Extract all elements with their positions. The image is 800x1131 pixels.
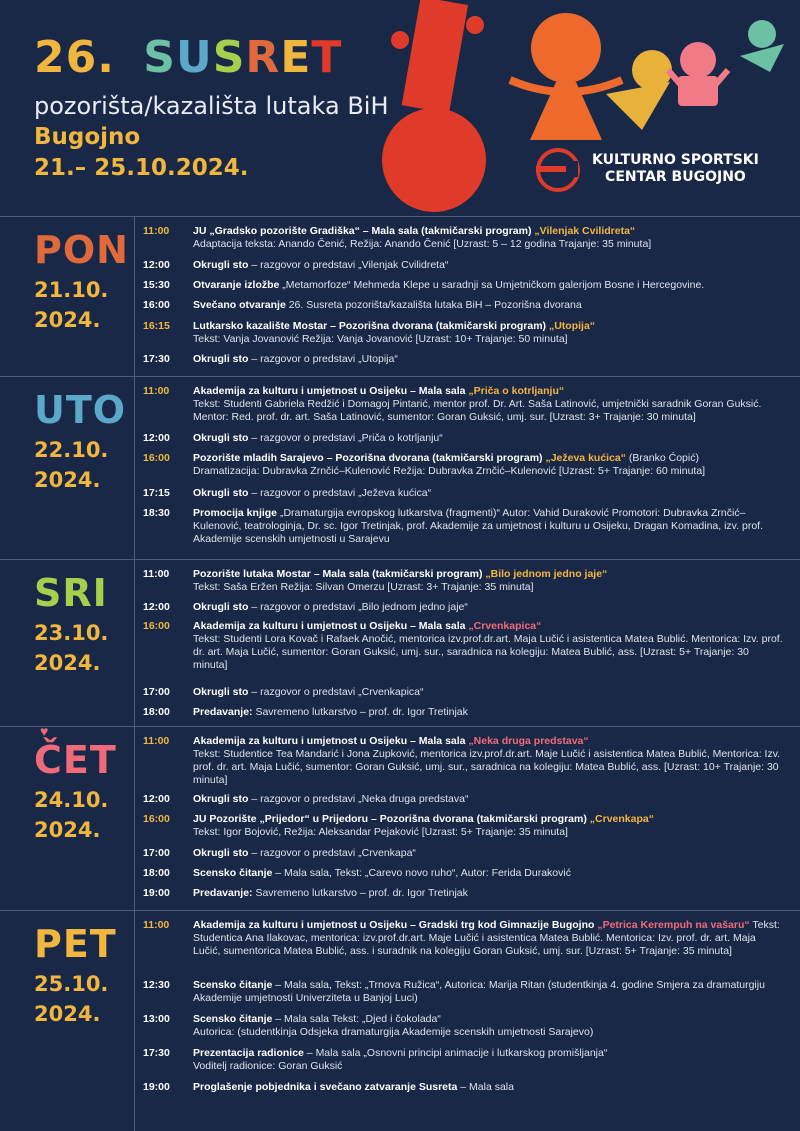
event-title: Predavanje: xyxy=(193,887,253,899)
event-description xyxy=(193,279,783,292)
event-description xyxy=(193,452,783,478)
center-name xyxy=(592,152,759,186)
event-text: Tekst: Studentica Ana Ilakovac, mentorica: izv.prof.dr.art. Maje Lučić i asistentica Matea Bublić. Mentorica: Izv. prof. dr. art. Maja Lučić, sumentorica Matea Bublić, ass. i suradnik na kolegiju Goran Guksić, umj. sur. [Uzrast: 5+ Trajanje: 35 minuta] xyxy=(193,919,780,957)
event-description xyxy=(193,735,783,787)
event-description xyxy=(193,320,783,346)
column-divider xyxy=(134,911,135,1131)
heart-icon: ♥ xyxy=(40,723,49,739)
event-title: Scensko čitanje xyxy=(193,1013,273,1025)
event-title: JU „Gradsko pozorište Gradiška“ – Mala sala (takmičarski program) xyxy=(193,225,535,237)
event-description xyxy=(193,813,783,839)
day-year: 2024. xyxy=(34,651,101,675)
event-time: 16:00 xyxy=(143,452,170,464)
event-text: – Mala sala „Osnovni principi animacije i lutkarskog promišljanja“ xyxy=(303,1047,608,1059)
event-time: 16:00 xyxy=(143,620,170,632)
event-text: – razgovor o predstavi „Crvenkapa“ xyxy=(248,847,416,859)
event-text: – razgovor o predstavi „Priča o kotrljanju“ xyxy=(248,432,443,444)
event-description xyxy=(193,979,783,1005)
event-title: Svečano otvaranje xyxy=(193,299,286,311)
event-description xyxy=(193,353,783,366)
event-description xyxy=(193,1047,783,1073)
event-time: 17:00 xyxy=(143,686,170,698)
event-description xyxy=(193,919,783,958)
day-year: 2024. xyxy=(34,818,101,842)
title-letter: T xyxy=(311,32,343,83)
event-title: Okrugli sto xyxy=(193,601,249,613)
event-details: Dramatizacija: Dubravka Zrnčić–Kulenović Režija: Dubravka Zrnčić–Kulenović [Uzrast: 5+ Trajanje: 60 minuta] xyxy=(193,465,706,477)
center-name-line2: CENTAR BUGOJNO xyxy=(605,169,746,185)
column-divider xyxy=(134,727,135,911)
event-title: Okrugli sto xyxy=(193,487,249,499)
show-title: „Utopija“ xyxy=(548,320,596,332)
event-description xyxy=(193,620,783,672)
event-time: 16:00 xyxy=(143,299,170,311)
event-details: Tekst: Studenti Lora Kovač i Rafaek Anočić, mentorica izv.prof.dr.art. Maja Lučić i asistentica Matea Bublić. Mentorica: Izv. prof. dr. art. Maja Lučić, sumentor: Goran Guksić, umj. sur., saradnica na kolegiju: Matea Bublić, ass. [Uzrast: 5+ Trajanje: 30 minuta] xyxy=(193,633,783,671)
event-description xyxy=(193,601,783,614)
day-name: PON xyxy=(34,228,129,272)
event-details: Adaptacija teksta: Anando Čenić, Režija: Anando Čenić [Uzrast: 5 – 12 godina Trajanje: 35 minuta] xyxy=(193,238,652,250)
event-text: Savremeno lutkarstvo – prof. dr. Igor Tretinjak xyxy=(252,887,468,899)
event-text: – Mala sala xyxy=(457,1081,514,1093)
day-section xyxy=(0,910,800,1131)
day-section xyxy=(0,216,800,376)
event-description xyxy=(193,686,783,699)
event-title: JU Pozorište „Prijedor“ u Prijedoru – Pozorišna dvorana (takmičarski program) xyxy=(193,813,590,825)
day-name: ČET xyxy=(34,738,117,782)
festival-subtitle: pozorišta/kazališta lutaka BiH xyxy=(34,92,389,120)
event-time: 17:30 xyxy=(143,1047,170,1059)
event-details: Tekst: Igor Bojović, Režija: Aleksandar Pejaković [Uzrast: 5+ Trajanje: 35 minuta] xyxy=(193,826,568,838)
event-description xyxy=(193,385,783,424)
event-title: Prezentacija radionice xyxy=(193,1047,304,1059)
event-title: Lutkarsko kazalište Mostar – Pozorišna dvorana (takmičarski program) xyxy=(193,320,549,332)
column-divider xyxy=(134,217,135,377)
event-description xyxy=(193,793,783,806)
event-time: 12:00 xyxy=(143,259,170,271)
event-description xyxy=(193,1013,783,1039)
event-title: Scensko čitanje xyxy=(193,979,273,991)
center-name-line1: KULTURNO SPORTSKI xyxy=(592,152,759,168)
day-name: SRI xyxy=(34,571,108,615)
event-description xyxy=(193,867,783,880)
event-time: 12:00 xyxy=(143,601,170,613)
event-text: – razgovor o predstavi „Ježeva kućica“ xyxy=(248,487,432,499)
day-section xyxy=(0,723,800,910)
event-title: Otvaranje izložbe xyxy=(193,279,280,291)
event-title: Okrugli sto xyxy=(193,793,249,805)
title-letter: E xyxy=(280,32,312,83)
event-text: – Mala sala, Tekst: „Carevo novo ruho“, Autor: Ferida Duraković xyxy=(272,867,571,879)
event-title: Proglašenje pobjednika i svečano zatvaranje Susreta xyxy=(193,1081,458,1093)
event-time: 18:30 xyxy=(143,507,170,519)
event-time: 17:30 xyxy=(143,353,170,365)
event-text: – Mala sala Tekst: „Djed i čokolada“ xyxy=(272,1013,441,1025)
center-logo-icon xyxy=(532,147,584,193)
event-description xyxy=(193,259,783,272)
event-text: – razgovor o predstavi „Utopija“ xyxy=(248,353,398,365)
show-title: „Crvenkapa“ xyxy=(589,813,654,825)
event-time: 11:00 xyxy=(143,919,170,931)
event-title: Pozorište lutaka Mostar – Mala sala (takmičarski program) xyxy=(193,568,486,580)
day-year: 2024. xyxy=(34,308,101,332)
event-time: 19:00 xyxy=(143,887,170,899)
event-time: 12:30 xyxy=(143,979,170,991)
event-time: 12:00 xyxy=(143,432,170,444)
event-title: Scensko čitanje xyxy=(193,867,273,879)
event-details: Tekst: Studentice Tea Mandarić i Jona Zupković, mentorica izv.prof.dr.art. Maje Lučić i asistentica Matea Bublić, Mentorica: Izv. prof. dr. art. Maja Lučić, sumentor: Goran Guksić, umj. sur., saradnica na kolegiju: Matea Bublić, ass. [Uzrast: 10+ Trajanje: 30 minuta] xyxy=(193,748,781,786)
show-title: „Petrica Kerempuh na vašaru“ xyxy=(597,919,750,931)
event-text: – razgovor o predstavi „Crvenkapica“ xyxy=(248,686,424,698)
event-time: 11:00 xyxy=(143,568,170,580)
event-title: Okrugli sto xyxy=(193,432,249,444)
title-letter: S xyxy=(212,32,246,83)
day-name: PET xyxy=(34,922,117,966)
event-time: 16:15 xyxy=(143,320,170,332)
event-details: Tekst: Saša Eržen Režija: Silvan Omerzu [Uzrast: 3+ Trajanje: 35 minuta] xyxy=(193,581,534,593)
day-name: UTO xyxy=(34,388,127,432)
show-title: „Priča o kotrljanju“ xyxy=(468,385,565,397)
event-text: „Dramaturgija evropskog lutkarstva (fragmenti)“ Autor: Vahid Duraković Promotori: Dubravka Zrnčić–Kulenović, teatrologinja, Dr. sc. Igor Tretinjak, prof. Akademije za umjetnost i kulturu u Osijeku, Dragan Komadina, izv. prof. Akademije scenskih umjetnosti u Sarajevu xyxy=(193,507,763,545)
event-text: 26. Susreta pozorišta/kazališta lutaka BiH – Pozorišna dvorana xyxy=(285,299,582,311)
event-time: 11:00 xyxy=(143,735,170,747)
poster-header xyxy=(0,0,800,214)
title-number: 26. xyxy=(34,32,115,83)
day-section xyxy=(0,559,800,726)
event-time: 11:00 xyxy=(143,385,170,397)
event-details: Tekst: Studenti Gabriela Redžić i Domagoj Pintarić, mentor prof. Dr. Art. Saša Latinović, umjetnički saradnik Goran Guksić. Mentor: Red. prof. dr. art. Saša Latinović, sumentor: Goran Guksić, umj. sur. [Uzrast: 3+ Trajanje: 30 minuta] xyxy=(193,398,762,423)
event-details: Autorica: (studentkinja Odsjeka dramaturgija Akademije scenskih umjetnosti Sarajevo) xyxy=(193,1026,594,1038)
event-description xyxy=(193,432,783,445)
event-time: 16:00 xyxy=(143,813,170,825)
event-title: Pozorište mladih Sarajevo – Pozorišna dvorana (takmičarski program) xyxy=(193,452,546,464)
event-text: (Branko Ćopić) xyxy=(626,452,699,464)
column-divider xyxy=(134,377,135,560)
event-description xyxy=(193,299,783,312)
event-description xyxy=(193,487,783,500)
event-text: – Mala sala, Tekst: „Trnova Ružica“, Autorica: Marija Ritan (studentkinja 4. godine Smjera za dramaturgiju Akademije umjetnosti Univerziteta u Banjoj Luci) xyxy=(193,979,765,1004)
day-year: 2024. xyxy=(34,468,101,492)
title-word xyxy=(143,32,343,83)
event-time: 17:00 xyxy=(143,847,170,859)
event-title: Promocija knjige xyxy=(193,507,278,519)
title-letter: S xyxy=(143,32,176,83)
event-title: Akademija za kulturu i umjetnost u Osijeku – Mala sala xyxy=(193,385,469,397)
event-title: Okrugli sto xyxy=(193,847,249,859)
day-date: 23.10. xyxy=(34,621,109,645)
event-time: 17:15 xyxy=(143,487,170,499)
event-title: Okrugli sto xyxy=(193,686,249,698)
event-description xyxy=(193,887,783,900)
event-description xyxy=(193,706,783,719)
event-text: – razgovor o predstavi „Bilo jednom jedno jaje“ xyxy=(248,601,468,613)
event-time: 15:30 xyxy=(143,279,170,291)
title-letter: U xyxy=(175,32,213,83)
event-description xyxy=(193,847,783,860)
title-letter: R xyxy=(245,32,281,83)
day-date: 22.10. xyxy=(34,438,109,462)
event-description xyxy=(193,1081,783,1094)
day-date: 24.10. xyxy=(34,788,109,812)
show-title: „Bilo jednom jedno jaje“ xyxy=(485,568,608,580)
event-time: 12:00 xyxy=(143,793,170,805)
event-description xyxy=(193,507,783,546)
festival-city: Bugojno xyxy=(34,124,141,150)
event-text: – razgovor o predstavi „Vilenjak Cvilidreta“ xyxy=(248,259,449,271)
event-title: Okrugli sto xyxy=(193,259,249,271)
event-text: „Metamorfoze“ Mehmeda Klepe u saradnji sa Umjetničkom galerijom Bosne i Hercegovine. xyxy=(279,279,705,291)
event-description xyxy=(193,225,783,251)
event-time: 18:00 xyxy=(143,867,170,879)
event-details: Voditelj radionice: Goran Guksić xyxy=(193,1060,343,1072)
event-details: Tekst: Vanja Jovanović Režija: Vanja Jovanović [Uzrast: 10+ Trajanje: 50 minuta] xyxy=(193,333,568,345)
day-section xyxy=(0,376,800,559)
day-date: 21.10. xyxy=(34,278,109,302)
day-date: 25.10. xyxy=(34,972,109,996)
event-text: – razgovor o predstavi „Neka druga predstava“ xyxy=(248,793,469,805)
event-time: 18:00 xyxy=(143,706,170,718)
day-year: 2024. xyxy=(34,1002,101,1026)
event-title: Okrugli sto xyxy=(193,353,249,365)
event-time: 19:00 xyxy=(143,1081,170,1093)
event-title: Akademija za kulturu i umjetnost u Osijeku – Mala sala xyxy=(193,735,469,747)
show-title: „Crvenkapica“ xyxy=(468,620,542,632)
festival-title xyxy=(34,32,343,83)
event-time: 11:00 xyxy=(143,225,170,237)
show-title: „Vilenjak Cvilidreta“ xyxy=(534,225,636,237)
event-description xyxy=(193,568,783,594)
event-text: Savremeno lutkarstvo – prof. dr. Igor Tretinjak xyxy=(252,706,468,718)
event-time: 13:00 xyxy=(143,1013,170,1025)
event-title: Akademija za kulturu i umjetnost u Osijeku – Gradski trg kod Gimnazije Bugojno xyxy=(193,919,598,931)
show-title: „Ježeva kućica“ xyxy=(545,452,627,464)
show-title: „Neka druga predstava“ xyxy=(468,735,589,747)
event-title: Predavanje: xyxy=(193,706,253,718)
festival-dates: 21.– 25.10.2024. xyxy=(34,155,249,181)
column-divider xyxy=(134,560,135,727)
event-title: Akademija za kulturu i umjetnost u Osijeku – Mala sala xyxy=(193,620,469,632)
